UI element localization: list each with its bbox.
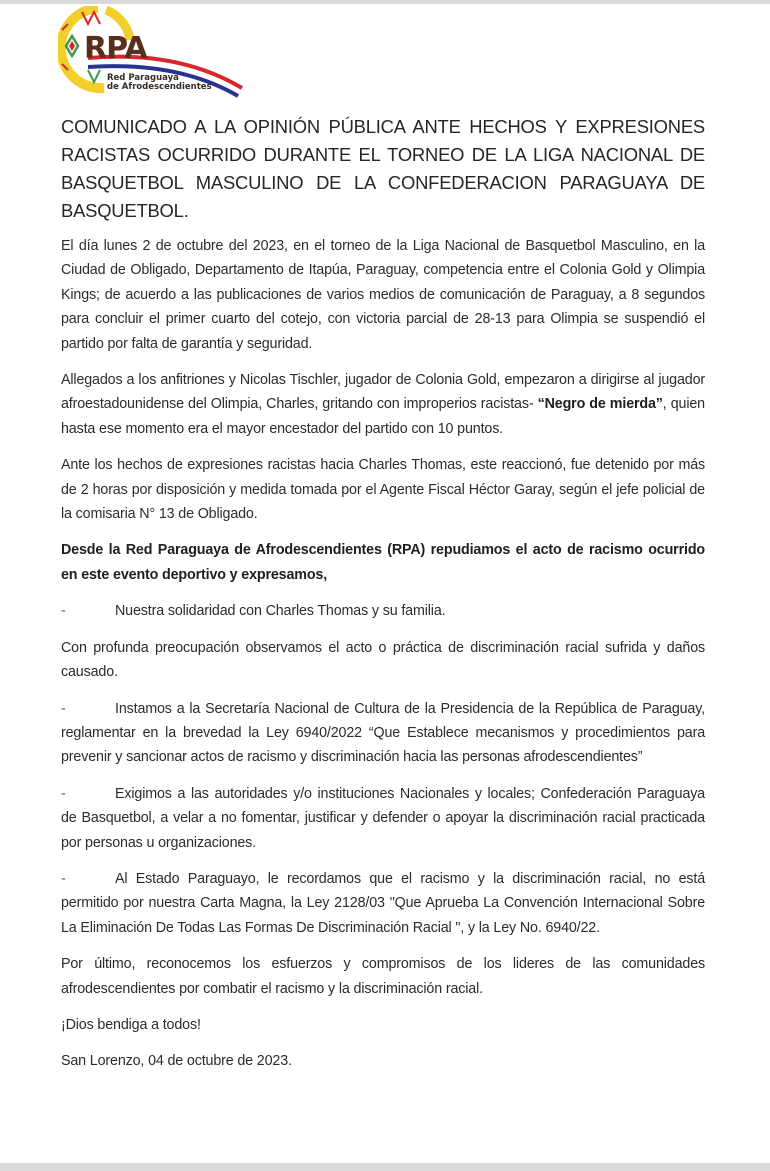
place-date: San Lorenzo, 04 de octubre de 2023. bbox=[61, 1053, 292, 1070]
bullet-dash: - bbox=[61, 870, 66, 887]
document-title: COMUNICADO A LA OPINIÓN PÚBLICA ANTE HECHOS Y EXPRESIONES RACISTAS OCURRIDO DURANTE EL TORNEO DE LA LIGA NACIONAL DE BASQUETBOL MASCULINO DE LA CONFEDERACION PARAGUAYA DE BASQUETBOL. bbox=[61, 116, 705, 221]
bullet-authorities bbox=[61, 782, 705, 855]
bullet-state bbox=[61, 867, 705, 940]
page-top-border bbox=[0, 0, 770, 4]
rpa-logo bbox=[58, 6, 248, 98]
communique-body bbox=[61, 113, 705, 1086]
paragraph-incident bbox=[61, 368, 705, 441]
bullet-text: Al Estado Paraguayo, le recordamos que el racismo y la discriminación racial, no está permitido por nuestra Carta Magna, la Ley 2128/03 "Que Aprueba La Convención Internacional Sobre La Eliminación De Todas Las Formas De Discriminación Racial ", y la Ley No. 6940/22. bbox=[61, 870, 705, 936]
bullet-text: Nuestra solidaridad con Charles Thomas y su familia. bbox=[115, 603, 446, 620]
incident-text-after: , quien hasta ese momento era el mayor encestador del partido con 10 puntos. bbox=[61, 396, 705, 437]
bullet-dash: - bbox=[61, 700, 66, 717]
zigzag-bottom bbox=[88, 70, 100, 82]
blessing: ¡Dios bendiga a todos! bbox=[61, 1016, 201, 1033]
page-bottom-border bbox=[0, 1163, 770, 1171]
statement-repudiation: Desde la Red Paraguaya de Afrodescendientes (RPA) repudiamos el acto de racismo ocurrido en este evento deportivo y expresamos, bbox=[61, 542, 705, 583]
bullet-solidarity bbox=[61, 599, 705, 623]
bullet-dash: - bbox=[61, 785, 66, 802]
bullet-text: Exigimos a las autoridades y/o instituciones Nacionales y locales; Confederación Paraguaya de Basquetbol, a velar a no fomentar, justificar y defender o apoyar la discriminación racial practicada por personas u organizaciones. bbox=[61, 785, 705, 851]
incident-text-before: Allegados a los anfitriones y Nicolas Tischler, jugador de Colonia Gold, empezaron a dirigirse al jugador afroestadounidense del Olimpia, Charles, gritando con improperios racistas- bbox=[61, 372, 705, 413]
logo-name-line1: Red Paraguaya bbox=[107, 73, 179, 83]
paragraph-detention: Ante los hechos de expresiones racistas hacia Charles Thomas, este reaccionó, fue detenido por más de 2 horas por disposición y medida tomada por el Agente Fiscal Héctor Garay, según el jefe policial de la comisaria N° 13 de Obligado. bbox=[61, 457, 705, 523]
racist-quote: “Negro de mierda” bbox=[537, 396, 663, 413]
diamond-core bbox=[69, 41, 75, 51]
bullet-dash: - bbox=[61, 603, 66, 620]
bullet-text: Instamos a la Secretaría Nacional de Cultura de la Presidencia de la República de Paraguay, reglamentar en la brevedad la Ley 6940/2022 “Que Establece mecanismos y procedimientos para prevenir y sancionar actos de racismo y discriminación hacia las personas afrodescendientes” bbox=[61, 700, 705, 766]
logo-name-line2: de Afrodescendientes bbox=[107, 82, 212, 92]
logo-acronym: RPA bbox=[84, 31, 147, 66]
paragraph-acknowledgement: Por último, reconocemos los esfuerzos y compromisos de los lideres de las comunidades afrodescendientes por combatir el racismo y la discriminación racial. bbox=[61, 956, 705, 997]
bullet-secretariat bbox=[61, 697, 705, 770]
paragraph-concern: Con profunda preocupación observamos el acto o práctica de discriminación racial sufrida y daños causado. bbox=[61, 639, 705, 681]
paragraph-event: El día lunes 2 de octubre del 2023, en el torneo de la Liga Nacional de Basquetbol Masculino, en la Ciudad de Obligado, Departamento de Itapúa, Paraguay, competencia entre el Colonia Gold y Olimpia Kings; de acuerdo a las publicaciones de varios medios de comunicación de Paraguay, a 8 segundos para concluir el primer cuarto del cotejo, con victoria parcial de 28-13 para Olimpia se suspendió el partido por falta de garantía y seguridad. bbox=[61, 238, 705, 352]
